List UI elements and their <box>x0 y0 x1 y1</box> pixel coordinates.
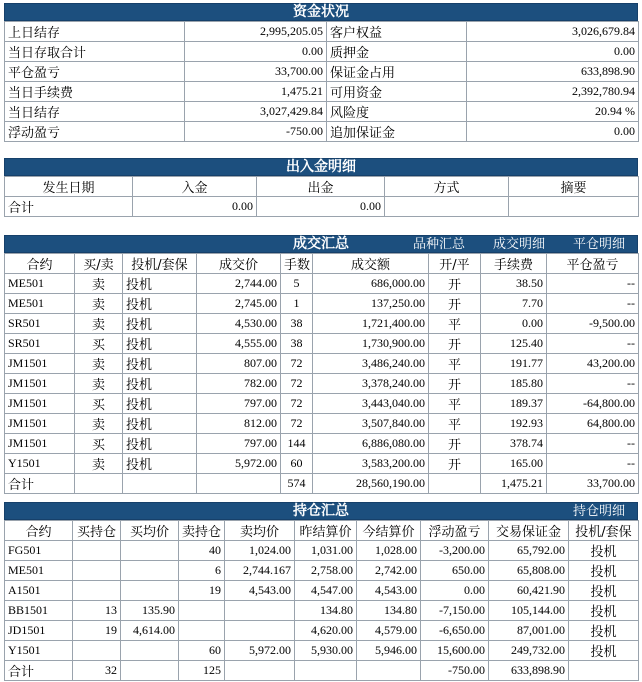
table-cell: 投机 <box>569 601 639 621</box>
table-cell <box>73 541 121 561</box>
position-summary-table <box>4 520 639 681</box>
table-cell: 1,721,400.00 <box>313 314 429 334</box>
total-cell <box>509 197 639 217</box>
total-cell <box>225 661 295 681</box>
total-cell: 574 <box>281 474 313 494</box>
total-cell: 28,560,190.00 <box>313 474 429 494</box>
table-cell: 4,579.00 <box>357 621 421 641</box>
fund-status-table <box>4 21 639 142</box>
total-cell: 合计 <box>5 474 75 494</box>
table-cell: 65,792.00 <box>489 541 569 561</box>
table-cell: 6,886,080.00 <box>313 434 429 454</box>
table-cell: 797.00 <box>197 434 281 454</box>
table-cell: ME501 <box>5 561 73 581</box>
table-cell: 开 <box>429 334 481 354</box>
table-cell: 买 <box>75 434 123 454</box>
table-cell: 2,745.00 <box>197 294 281 314</box>
table-cell: 投机 <box>123 374 197 394</box>
table-cell: 72 <box>281 354 313 374</box>
table-cell: 134.80 <box>295 601 357 621</box>
table-cell: 812.00 <box>197 414 281 434</box>
table-cell <box>121 581 179 601</box>
table-cell: 60,421.90 <box>489 581 569 601</box>
table-cell: 买 <box>75 334 123 354</box>
column-header: 昨结算价 <box>295 521 357 541</box>
table-total-row <box>5 661 639 681</box>
table-cell: -- <box>547 434 639 454</box>
table-cell: 87,001.00 <box>489 621 569 641</box>
column-header: 买均价 <box>121 521 179 541</box>
table-row <box>5 314 639 334</box>
total-cell: 33,700.00 <box>547 474 639 494</box>
fund-value: 1,475.21 <box>185 82 327 102</box>
table-cell: 开 <box>429 274 481 294</box>
table-cell: -6,650.00 <box>421 621 489 641</box>
fund-label: 当日结存 <box>5 102 185 122</box>
table-cell: 686,000.00 <box>313 274 429 294</box>
table-cell: -9,500.00 <box>547 314 639 334</box>
table-cell: 2,742.00 <box>357 561 421 581</box>
total-cell <box>197 474 281 494</box>
table-cell: 5,972.00 <box>197 454 281 474</box>
fund-label: 可用资金 <box>327 82 467 102</box>
table-cell: SR501 <box>5 334 75 354</box>
table-cell: -- <box>547 454 639 474</box>
table-row <box>5 354 639 374</box>
column-header: 出金 <box>257 177 385 197</box>
table-cell: 3,507,840.00 <box>313 414 429 434</box>
table-cell: JM1501 <box>5 354 75 374</box>
trade-summary-header <box>4 235 638 253</box>
table-cell: 平 <box>429 314 481 334</box>
column-header: 交易保证金 <box>489 521 569 541</box>
table-cell: 平 <box>429 414 481 434</box>
column-header: 发生日期 <box>5 177 133 197</box>
table-cell: FG501 <box>5 541 73 561</box>
column-header: 平仓盈亏 <box>547 254 639 274</box>
trade-summary-section <box>4 235 638 494</box>
fund-value: 3,027,429.84 <box>185 102 327 122</box>
table-cell: 64,800.00 <box>547 414 639 434</box>
fund-value: 2,995,205.05 <box>185 22 327 42</box>
total-cell <box>295 661 357 681</box>
table-row <box>5 334 639 354</box>
total-cell: 合计 <box>5 661 73 681</box>
cash-io-header <box>4 158 638 176</box>
table-cell: Y1501 <box>5 454 75 474</box>
fund-status-section <box>4 3 638 142</box>
table-row <box>5 294 639 314</box>
column-header: 合约 <box>5 521 73 541</box>
table-cell: SR501 <box>5 314 75 334</box>
table-cell <box>179 601 225 621</box>
total-cell <box>123 474 197 494</box>
table-row <box>5 434 639 454</box>
table-cell: -- <box>547 374 639 394</box>
fund-value: 33,700.00 <box>185 62 327 82</box>
table-cell: 40 <box>179 541 225 561</box>
column-header: 开/平 <box>429 254 481 274</box>
table-cell: JM1501 <box>5 394 75 414</box>
total-cell: 32 <box>73 661 121 681</box>
table-cell: 19 <box>179 581 225 601</box>
table-cell <box>179 621 225 641</box>
fund-row <box>5 22 639 42</box>
table-cell <box>121 561 179 581</box>
table-cell <box>73 581 121 601</box>
table-cell: 15,600.00 <box>421 641 489 661</box>
fund-row <box>5 42 639 62</box>
table-cell: 开 <box>429 374 481 394</box>
table-cell: ME501 <box>5 294 75 314</box>
table-cell: -- <box>547 334 639 354</box>
fund-row <box>5 62 639 82</box>
position-summary-title: 持仓汇总 <box>293 503 349 519</box>
table-cell: 125.40 <box>481 334 547 354</box>
table-cell: -7,150.00 <box>421 601 489 621</box>
table-total-row <box>5 474 639 494</box>
table-cell: 投机 <box>123 314 197 334</box>
table-row <box>5 581 639 601</box>
table-cell: 5,946.00 <box>357 641 421 661</box>
table-cell: 卖 <box>75 454 123 474</box>
table-cell: 5 <box>281 274 313 294</box>
table-cell: 1,031.00 <box>295 541 357 561</box>
cash-io-table <box>4 176 639 217</box>
total-cell: 0.00 <box>257 197 385 217</box>
table-cell: 38 <box>281 314 313 334</box>
table-cell: 0.00 <box>481 314 547 334</box>
table-row <box>5 274 639 294</box>
column-header: 入金 <box>133 177 257 197</box>
table-cell <box>73 561 121 581</box>
table-cell: 投机 <box>569 581 639 601</box>
table-cell: 4,547.00 <box>295 581 357 601</box>
table-cell: 开 <box>429 294 481 314</box>
fund-label: 客户权益 <box>327 22 467 42</box>
fund-value: 3,026,679.84 <box>467 22 639 42</box>
table-cell: -- <box>547 294 639 314</box>
column-header: 成交价 <box>197 254 281 274</box>
table-header-row <box>5 521 639 541</box>
table-cell: 1,028.00 <box>357 541 421 561</box>
column-header: 卖均价 <box>225 521 295 541</box>
table-cell: 6 <box>179 561 225 581</box>
total-cell <box>357 661 421 681</box>
table-cell: 1,730,900.00 <box>313 334 429 354</box>
table-cell: 投机 <box>569 561 639 581</box>
table-cell: 3,443,040.00 <box>313 394 429 414</box>
table-header-row <box>5 254 639 274</box>
table-cell: 134.80 <box>357 601 421 621</box>
fund-row <box>5 102 639 122</box>
total-cell: 633,898.90 <box>489 661 569 681</box>
table-cell: -3,200.00 <box>421 541 489 561</box>
table-cell: 650.00 <box>421 561 489 581</box>
cash-io-title: 出入金明细 <box>286 159 356 175</box>
total-cell <box>429 474 481 494</box>
total-cell: 1,475.21 <box>481 474 547 494</box>
table-cell: 60 <box>281 454 313 474</box>
table-total-row <box>5 197 639 217</box>
fund-value: -750.00 <box>185 122 327 142</box>
trade-summary-table <box>4 253 639 494</box>
fund-label: 当日存取合计 <box>5 42 185 62</box>
table-cell: JM1501 <box>5 374 75 394</box>
table-cell: 4,543.00 <box>225 581 295 601</box>
table-cell: 投机 <box>123 454 197 474</box>
table-cell: 65,808.00 <box>489 561 569 581</box>
table-cell: JD1501 <box>5 621 73 641</box>
table-row <box>5 541 639 561</box>
column-header: 投机/套保 <box>569 521 639 541</box>
table-cell: 807.00 <box>197 354 281 374</box>
table-cell: 105,144.00 <box>489 601 569 621</box>
table-cell <box>73 641 121 661</box>
table-cell: 782.00 <box>197 374 281 394</box>
table-cell: 卖 <box>75 374 123 394</box>
table-cell: 投机 <box>569 641 639 661</box>
table-cell <box>225 601 295 621</box>
table-cell: 72 <box>281 394 313 414</box>
fund-label: 追加保证金 <box>327 122 467 142</box>
table-row <box>5 601 639 621</box>
table-cell: 4,620.00 <box>295 621 357 641</box>
table-cell: 4,555.00 <box>197 334 281 354</box>
table-cell: 38.50 <box>481 274 547 294</box>
table-cell: -64,800.00 <box>547 394 639 414</box>
table-cell: 卖 <box>75 354 123 374</box>
fund-row <box>5 122 639 142</box>
table-cell: BB1501 <box>5 601 73 621</box>
table-cell: 平 <box>429 394 481 414</box>
table-cell: A1501 <box>5 581 73 601</box>
table-cell: 135.90 <box>121 601 179 621</box>
close-detail-link[interactable]: 平仓明细 <box>573 237 626 252</box>
table-cell: 3,583,200.00 <box>313 454 429 474</box>
column-header: 买/卖 <box>75 254 123 274</box>
table-cell: JM1501 <box>5 434 75 454</box>
total-cell: 合计 <box>5 197 133 217</box>
column-header: 浮动盈亏 <box>421 521 489 541</box>
fund-value: 0.00 <box>185 42 327 62</box>
column-header: 卖持仓 <box>179 521 225 541</box>
table-cell: 投机 <box>123 294 197 314</box>
table-cell: 买 <box>75 394 123 414</box>
fund-status-title: 资金状况 <box>293 4 349 20</box>
table-cell: 7.70 <box>481 294 547 314</box>
table-cell: 卖 <box>75 274 123 294</box>
table-cell: 投机 <box>123 334 197 354</box>
table-cell: 1,024.00 <box>225 541 295 561</box>
fund-label: 风险度 <box>327 102 467 122</box>
table-cell: 3,378,240.00 <box>313 374 429 394</box>
total-cell <box>569 661 639 681</box>
fund-value: 633,898.90 <box>467 62 639 82</box>
column-header: 成交额 <box>313 254 429 274</box>
table-cell <box>225 621 295 641</box>
table-cell: 投机 <box>123 414 197 434</box>
table-cell: 72 <box>281 414 313 434</box>
table-cell: 38 <box>281 334 313 354</box>
table-cell: 378.74 <box>481 434 547 454</box>
table-cell: 投机 <box>123 394 197 414</box>
fund-status-header <box>4 3 638 21</box>
table-cell: 平 <box>429 354 481 374</box>
table-cell: 卖 <box>75 314 123 334</box>
table-cell: 2,744.167 <box>225 561 295 581</box>
table-cell: -- <box>547 274 639 294</box>
total-cell: 125 <box>179 661 225 681</box>
table-cell: 3,486,240.00 <box>313 354 429 374</box>
table-cell: 开 <box>429 434 481 454</box>
table-cell: 1 <box>281 294 313 314</box>
table-cell <box>121 541 179 561</box>
position-summary-header <box>4 502 638 520</box>
column-header: 今结算价 <box>357 521 421 541</box>
column-header: 买持仓 <box>73 521 121 541</box>
total-cell <box>385 197 509 217</box>
table-row <box>5 454 639 474</box>
column-header: 合约 <box>5 254 75 274</box>
table-cell: 0.00 <box>421 581 489 601</box>
table-cell: 19 <box>73 621 121 641</box>
trade-summary-title: 成交汇总 <box>293 236 349 252</box>
table-cell: 191.77 <box>481 354 547 374</box>
table-cell: 投机 <box>123 274 197 294</box>
fund-value: 20.94 % <box>467 102 639 122</box>
table-row <box>5 641 639 661</box>
table-cell: 5,930.00 <box>295 641 357 661</box>
table-cell: 165.00 <box>481 454 547 474</box>
table-cell: 72 <box>281 374 313 394</box>
fund-value: 0.00 <box>467 42 639 62</box>
table-cell: 13 <box>73 601 121 621</box>
total-cell <box>121 661 179 681</box>
table-row <box>5 394 639 414</box>
table-cell: 185.80 <box>481 374 547 394</box>
table-cell: 投机 <box>569 621 639 641</box>
table-cell: 797.00 <box>197 394 281 414</box>
table-cell: 卖 <box>75 414 123 434</box>
table-row <box>5 414 639 434</box>
table-cell: 137,250.00 <box>313 294 429 314</box>
table-cell: 192.93 <box>481 414 547 434</box>
table-cell: 60 <box>179 641 225 661</box>
table-cell: ME501 <box>5 274 75 294</box>
table-cell: 4,543.00 <box>357 581 421 601</box>
variety-summary-link[interactable]: 品种汇总 <box>413 237 466 252</box>
total-cell: -750.00 <box>421 661 489 681</box>
total-cell <box>75 474 123 494</box>
table-cell: 2,758.00 <box>295 561 357 581</box>
table-cell <box>121 641 179 661</box>
table-cell: 投机 <box>123 434 197 454</box>
fund-label: 保证金占用 <box>327 62 467 82</box>
position-detail-link[interactable]: 持仓明细 <box>573 504 626 519</box>
table-cell: 5,972.00 <box>225 641 295 661</box>
table-cell: 4,530.00 <box>197 314 281 334</box>
table-cell: 189.37 <box>481 394 547 414</box>
fund-label: 质押金 <box>327 42 467 62</box>
column-header: 方式 <box>385 177 509 197</box>
table-cell: 43,200.00 <box>547 354 639 374</box>
table-cell: 144 <box>281 434 313 454</box>
table-cell: JM1501 <box>5 414 75 434</box>
table-cell: 2,744.00 <box>197 274 281 294</box>
table-row <box>5 621 639 641</box>
position-summary-section <box>4 502 638 681</box>
table-cell: 卖 <box>75 294 123 314</box>
column-header: 投机/套保 <box>123 254 197 274</box>
column-header: 摘要 <box>509 177 639 197</box>
table-cell: 投机 <box>123 354 197 374</box>
fund-label: 浮动盈亏 <box>5 122 185 142</box>
fund-label: 当日手续费 <box>5 82 185 102</box>
table-header-row <box>5 177 639 197</box>
fund-label: 上日结存 <box>5 22 185 42</box>
column-header: 手续费 <box>481 254 547 274</box>
table-cell: 开 <box>429 454 481 474</box>
table-cell: Y1501 <box>5 641 73 661</box>
trade-detail-link[interactable]: 成交明细 <box>493 237 546 252</box>
table-cell: 4,614.00 <box>121 621 179 641</box>
fund-label: 平仓盈亏 <box>5 62 185 82</box>
column-header: 手数 <box>281 254 313 274</box>
table-row <box>5 374 639 394</box>
table-row <box>5 561 639 581</box>
total-cell: 0.00 <box>133 197 257 217</box>
fund-row <box>5 82 639 102</box>
table-cell: 投机 <box>569 541 639 561</box>
cash-io-section <box>4 158 638 217</box>
fund-value: 2,392,780.94 <box>467 82 639 102</box>
fund-value: 0.00 <box>467 122 639 142</box>
table-cell: 249,732.00 <box>489 641 569 661</box>
